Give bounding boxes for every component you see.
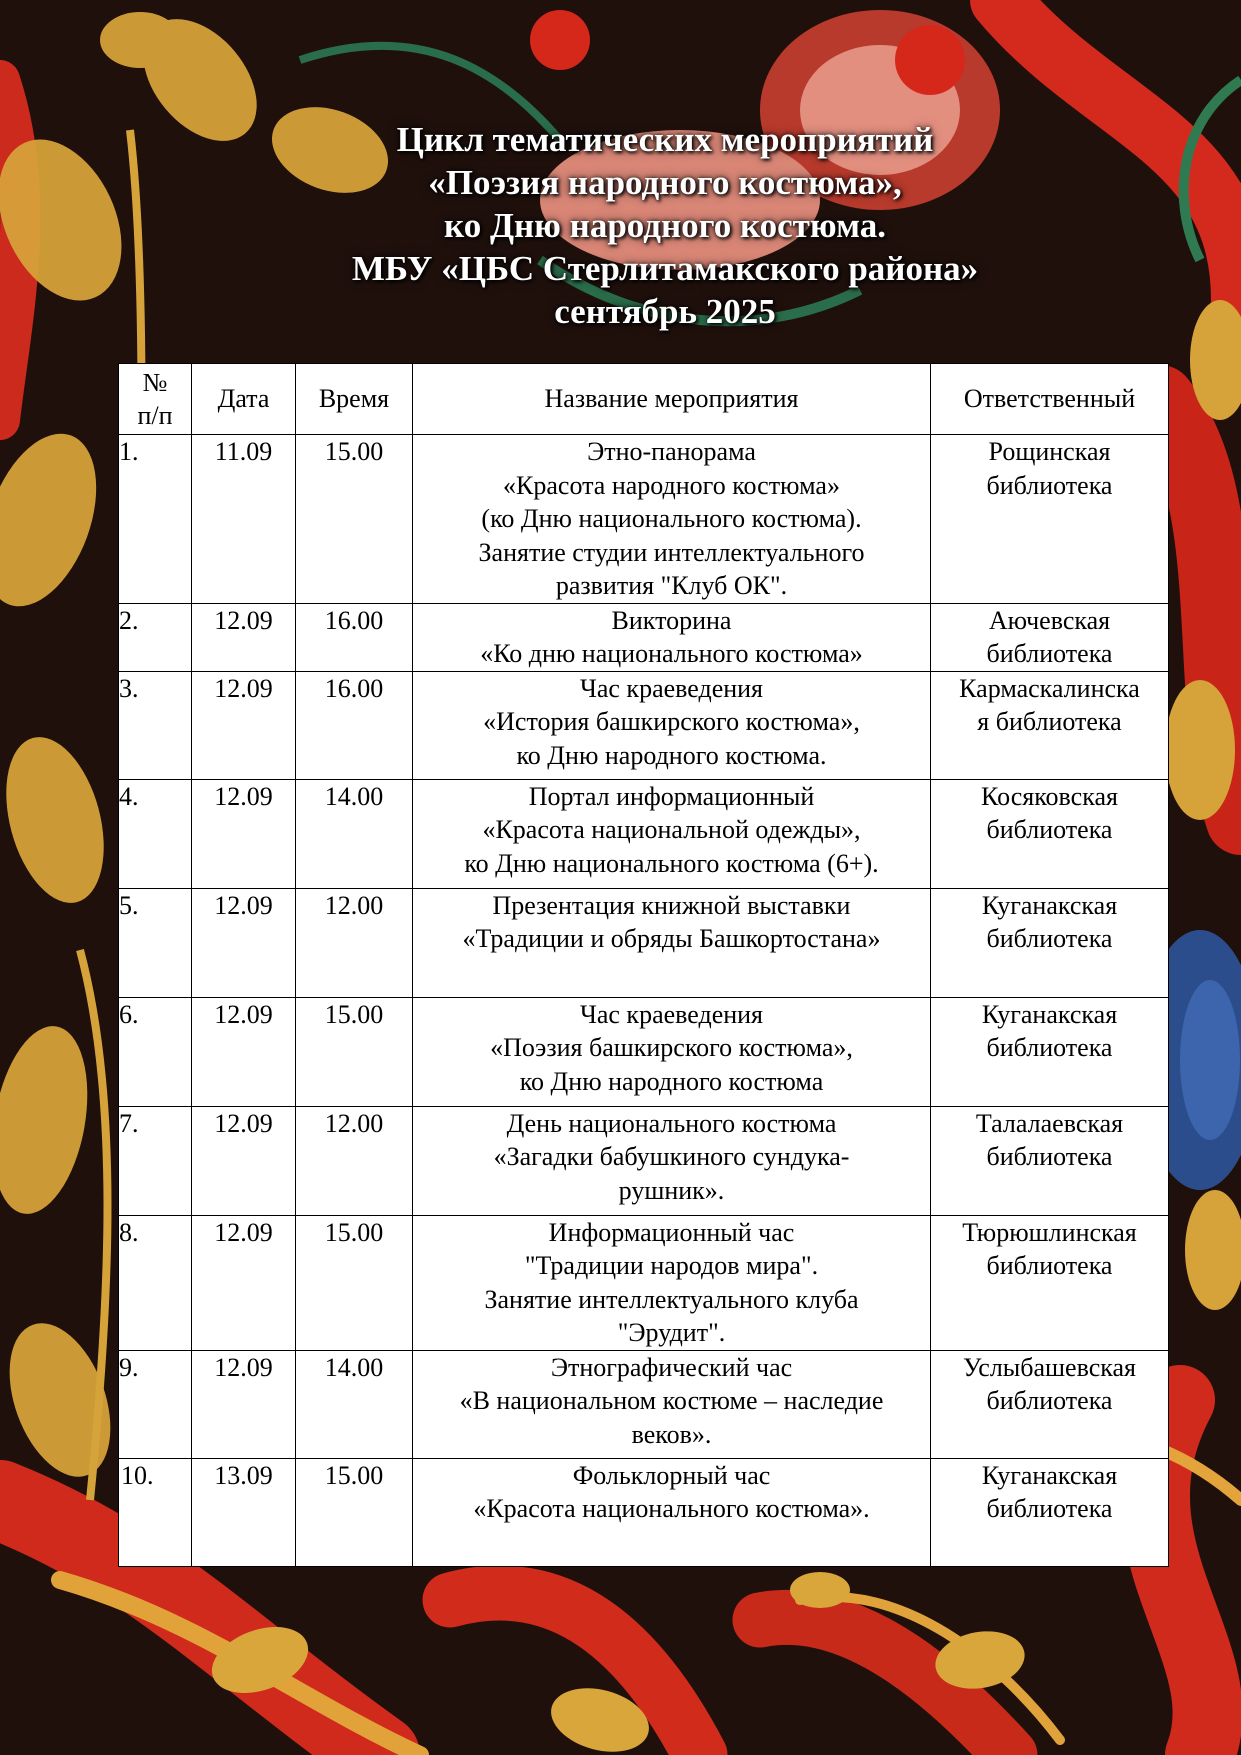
responsible-line: Тюрюшлинская xyxy=(962,1217,1137,1247)
cell-responsible xyxy=(931,997,1169,1106)
event-name-line: «История башкирского костюма», xyxy=(483,707,860,736)
cell-responsible xyxy=(931,603,1169,671)
table-header xyxy=(119,364,1169,435)
cell-responsible xyxy=(931,1215,1169,1350)
cell-event-name xyxy=(413,888,931,997)
cell-date: 12.09 xyxy=(192,888,296,997)
cell-number: 3. xyxy=(119,671,192,779)
cell-number: 1. xyxy=(119,435,192,604)
event-name-line: Этно-панорама xyxy=(587,437,756,466)
responsible-line: библиотека xyxy=(986,470,1113,500)
cell-number: 8. xyxy=(119,1215,192,1350)
event-name-line: Занятие интеллектуального клуба xyxy=(484,1284,859,1314)
title-line-3: ко Дню народного костюма. xyxy=(443,206,887,245)
cell-number: 10. xyxy=(119,1458,192,1566)
responsible-line: Рощинская xyxy=(988,437,1111,466)
column-header-time: Время xyxy=(296,364,413,435)
event-name-line: веков». xyxy=(631,1419,712,1449)
responsible-line: Талалаевская xyxy=(975,1108,1124,1138)
event-name-line: Этнографический час xyxy=(550,1352,793,1382)
title-line-4: МБУ «ЦБС Стерлитамакского района» xyxy=(351,249,979,288)
cell-number: 6. xyxy=(119,997,192,1106)
cell-event-name xyxy=(413,997,931,1106)
responsible-line: Аючевская xyxy=(988,605,1111,635)
table-row xyxy=(119,435,1169,604)
responsible-line: Куганакская xyxy=(981,890,1118,920)
cell-event-name xyxy=(413,671,931,779)
cell-time: 12.00 xyxy=(296,888,413,997)
cell-responsible xyxy=(931,779,1169,888)
cell-event-name xyxy=(413,603,931,671)
event-name-line: Занятие студии интеллектуального xyxy=(478,537,865,567)
responsible-line: библиотека xyxy=(986,1251,1113,1280)
event-name-line: Презентация книжной выставки xyxy=(492,890,851,920)
event-name-line: ко Дню народного костюма. xyxy=(516,740,827,770)
table-row xyxy=(119,1350,1169,1458)
table-row xyxy=(119,671,1169,779)
cell-responsible xyxy=(931,671,1169,779)
responsible-line: Кармаскалинска xyxy=(959,673,1140,703)
cell-date: 12.09 xyxy=(192,603,296,671)
event-name-line: «Ко дню национального костюма» xyxy=(480,639,863,668)
responsible-line: библиотека xyxy=(986,1033,1113,1062)
responsible-line: библиотека xyxy=(986,815,1113,844)
cell-date: 11.09 xyxy=(192,435,296,604)
cell-time: 15.00 xyxy=(296,1458,413,1566)
column-header-responsible: Ответственный xyxy=(931,364,1169,435)
event-name-line: ко Дню народного костюма xyxy=(519,1066,824,1096)
column-header-name: Название мероприятия xyxy=(413,364,931,435)
table-row xyxy=(119,888,1169,997)
table-row xyxy=(119,603,1169,671)
column-header-number-line2: п/п xyxy=(137,401,173,430)
table-body xyxy=(119,435,1169,1567)
column-header-date: Дата xyxy=(192,364,296,435)
column-header-number-line1: № xyxy=(142,367,168,397)
event-name-line: «Красота народного костюма» xyxy=(503,470,840,500)
cell-time: 14.00 xyxy=(296,1350,413,1458)
event-name-line: (ко Дню национального костюма). xyxy=(481,504,862,533)
cell-number: 5. xyxy=(119,888,192,997)
title-line-2: «Поэзия народного костюма», xyxy=(428,163,902,202)
cell-number: 2. xyxy=(119,603,192,671)
cell-date: 12.09 xyxy=(192,997,296,1106)
event-name-line: ко Дню национального костюма (6+). xyxy=(464,848,879,878)
event-name-line: «В национальном костюме – наследие xyxy=(459,1386,884,1415)
responsible-line: библиотека xyxy=(986,1142,1113,1171)
table-row xyxy=(119,1106,1169,1215)
page-title xyxy=(160,118,1170,333)
cell-number: 9. xyxy=(119,1350,192,1458)
title-line-1: Цикл тематических мероприятий xyxy=(396,120,934,159)
event-name-line: День национального костюма xyxy=(506,1108,837,1138)
responsible-line: библиотека xyxy=(986,1386,1113,1415)
cell-event-name xyxy=(413,1458,931,1566)
cell-responsible xyxy=(931,1458,1169,1566)
cell-responsible xyxy=(931,1350,1169,1458)
cell-event-name xyxy=(413,435,931,604)
responsible-line: библиотека xyxy=(986,639,1113,668)
event-name-line: Час краеведения xyxy=(579,673,764,703)
cell-responsible xyxy=(931,888,1169,997)
table-row xyxy=(119,779,1169,888)
event-name-line: Портал информационный xyxy=(528,781,815,811)
responsible-line: я библиотека xyxy=(977,707,1122,736)
event-name-line: Фольклорный час xyxy=(572,1460,771,1490)
cell-date: 13.09 xyxy=(192,1458,296,1566)
event-name-line: развития "Клуб ОК". xyxy=(555,571,788,600)
cell-time: 16.00 xyxy=(296,603,413,671)
cell-time: 14.00 xyxy=(296,779,413,888)
event-name-line: «Традиции и обряды Башкортостана» xyxy=(462,924,881,953)
cell-event-name xyxy=(413,1215,931,1350)
responsible-line: Куганакская xyxy=(981,1460,1118,1490)
cell-date: 12.09 xyxy=(192,671,296,779)
event-name-line: Викторина xyxy=(611,605,732,635)
cell-date: 12.09 xyxy=(192,1215,296,1350)
cell-event-name xyxy=(413,779,931,888)
table-row xyxy=(119,997,1169,1106)
event-name-line: "Эрудит". xyxy=(617,1318,726,1347)
responsible-line: Косяковская xyxy=(981,781,1118,811)
column-header-number xyxy=(119,364,192,435)
cell-event-name xyxy=(413,1106,931,1215)
cell-time: 15.00 xyxy=(296,1215,413,1350)
event-name-line: «Красота национального костюма». xyxy=(473,1494,870,1523)
event-name-line: «Красота национальной одежды», xyxy=(482,815,861,844)
responsible-line: Куганакская xyxy=(981,999,1118,1029)
table-header-row xyxy=(119,364,1169,435)
responsible-line: библиотека xyxy=(986,1494,1113,1523)
cell-time: 16.00 xyxy=(296,671,413,779)
cell-time: 12.00 xyxy=(296,1106,413,1215)
event-name-line: "Традиции народов мира". xyxy=(524,1251,819,1280)
cell-date: 12.09 xyxy=(192,1106,296,1215)
cell-number: 4. xyxy=(119,779,192,888)
cell-date: 12.09 xyxy=(192,779,296,888)
cell-number: 7. xyxy=(119,1106,192,1215)
responsible-line: библиотека xyxy=(986,924,1113,953)
table-row xyxy=(119,1215,1169,1350)
cell-time: 15.00 xyxy=(296,997,413,1106)
cell-responsible xyxy=(931,1106,1169,1215)
event-name-line: «Поэзия башкирского костюма», xyxy=(490,1033,853,1062)
events-table xyxy=(118,363,1169,1567)
cell-event-name xyxy=(413,1350,931,1458)
title-line-5: сентябрь 2025 xyxy=(554,292,776,331)
cell-time: 15.00 xyxy=(296,435,413,604)
event-name-line: «Загадки бабушкиного сундука- xyxy=(493,1142,850,1171)
table-row xyxy=(119,1458,1169,1566)
event-name-line: Информационный час xyxy=(548,1217,795,1247)
event-name-line: рушник». xyxy=(618,1175,725,1205)
event-name-line: Час краеведения xyxy=(579,999,764,1029)
responsible-line: Услыбашевская xyxy=(963,1352,1136,1382)
cell-responsible xyxy=(931,435,1169,604)
cell-date: 12.09 xyxy=(192,1350,296,1458)
